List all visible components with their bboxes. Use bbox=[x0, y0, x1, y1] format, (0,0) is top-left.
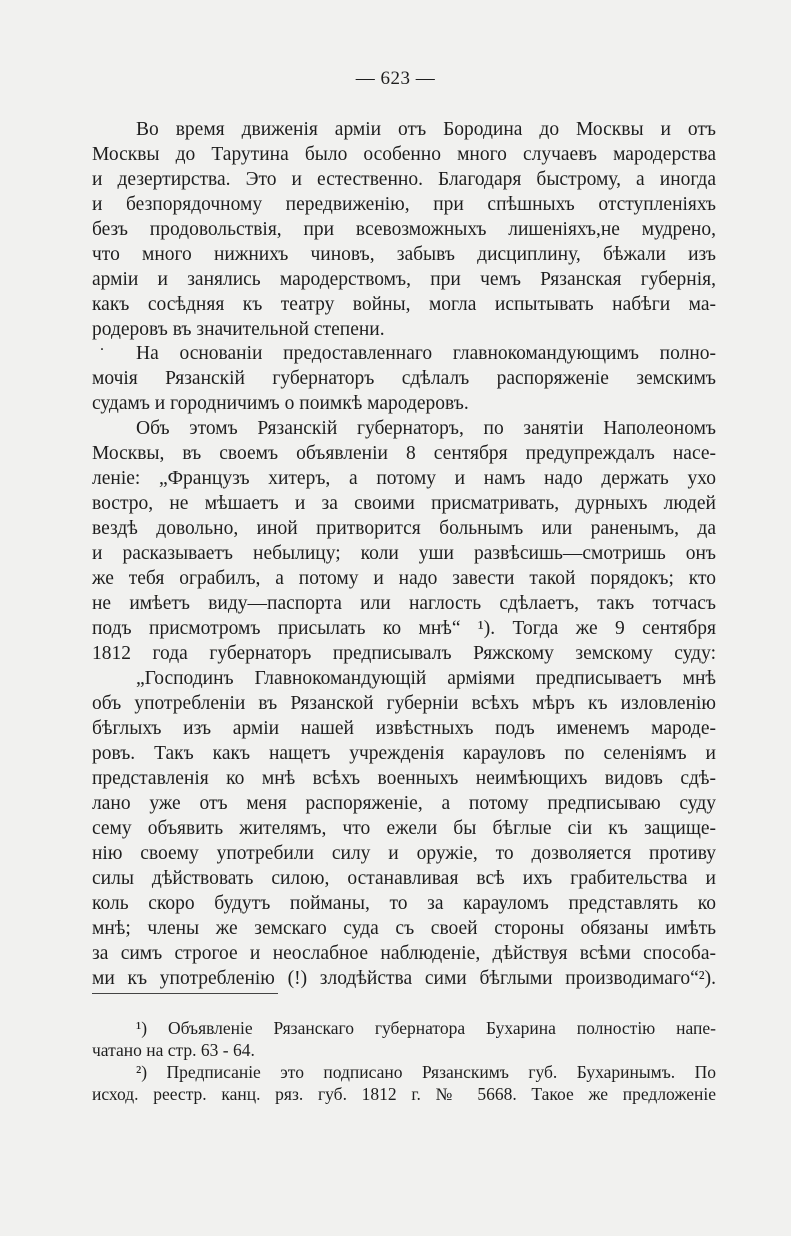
footnote-line: ²) Предписаніе это подписано Рязанскимъ губ. Бухаринымъ. По bbox=[136, 1062, 716, 1082]
text-line: коль скоро будутъ пойманы, то за карауломъ представлять ко bbox=[92, 893, 716, 914]
text-line: Москвы, въ своемъ объявленіи 8 сентября предупреждалъ насе- bbox=[92, 443, 716, 464]
text-line: арміи и занялись мародерствомъ, при чемъ Рязанская губернія, bbox=[92, 269, 716, 290]
text-line: представленія ко мнѣ всѣхъ военныхъ неимѣющихъ видовъ сдѣ- bbox=[92, 768, 716, 789]
margin-dot: . bbox=[100, 337, 104, 354]
text-line: мочія Рязанскій губернаторъ сдѣлалъ распоряженіе земскимъ bbox=[92, 368, 716, 389]
text-line: что много нижнихъ чиновъ, забывъ дисциплину, бѣжали изъ bbox=[92, 244, 716, 265]
text-line: вездѣ довольно, иной притворится больнымъ или раненымъ, да bbox=[92, 518, 716, 539]
text-line: родеровъ въ значительной степени. bbox=[92, 319, 385, 340]
text-line: подъ присмотромъ присылать ко мнѣ“ ¹). Тогда же 9 сентября bbox=[92, 618, 716, 639]
footnote-rule bbox=[92, 993, 278, 994]
footnote-line: чатано на стр. 63 - 64. bbox=[92, 1040, 255, 1060]
text-line: ровъ. Такъ какъ нащетъ учрежденія карауловъ по селеніямъ и bbox=[92, 743, 716, 764]
text-line: сему объявить жителямъ, что ежели бы бѣглые сіи къ защище- bbox=[92, 818, 716, 839]
text-line: и безпорядочному передвиженію, при спѣшныхъ отступленіяхъ bbox=[92, 194, 716, 215]
footnote-line: исход. реестр. канц. ряз. губ. 1812 г. № 5668. Такое же предложеніе bbox=[92, 1084, 716, 1104]
text-line: и дезертирства. Это и естественно. Благодаря быстрому, а иногда bbox=[92, 169, 716, 190]
text-line: Во время движенія арміи отъ Бородина до Москвы и отъ bbox=[136, 119, 716, 140]
text-line: безъ продовольствія, при всевозможныхъ лишеніяхъ,не мудрено, bbox=[92, 219, 716, 240]
text-line: объ употребленіи въ Рязанской губерніи всѣхъ мѣръ къ изловленію bbox=[92, 693, 716, 714]
text-line: и расказываетъ небылицу; коли уши развѣсишь—смотришь онъ bbox=[92, 543, 716, 564]
text-line: силы дѣйствовать силою, останавливая всѣ ихъ грабительства и bbox=[92, 868, 716, 889]
text-line: Объ этомъ Рязанскій губернаторъ, по занятіи Наполеономъ bbox=[136, 418, 716, 439]
text-line: бѣглыхъ изъ арміи нашей извѣстныхъ подъ именемъ мароде- bbox=[92, 718, 716, 739]
text-line: леніе: „Французъ хитеръ, а потому и намъ надо держать ухо bbox=[92, 468, 716, 489]
text-line: мнѣ; члены же земскаго суда съ своей стороны обязаны имѣть bbox=[92, 918, 716, 939]
text-line: нію своему употребили силу и оружіе, то дозволяется противу bbox=[92, 843, 716, 864]
text-line: за симъ строгое и неослабное наблюденіе, дѣйствуя всѣми способа- bbox=[92, 943, 716, 964]
text-line: Москвы до Тарутина было особенно много случаевъ мародерства bbox=[92, 144, 716, 165]
text-line: „Господинъ Главнокомандующій арміями предписываетъ мнѣ bbox=[136, 668, 716, 689]
text-line: На основаніи предоставленнаго главнокомандующимъ полно- bbox=[136, 343, 716, 364]
text-line: не имѣетъ виду—паспорта или наглость сдѣлаетъ, такъ тотчасъ bbox=[92, 593, 716, 614]
text-line: судамъ и городничимъ о поимкѣ мародеровъ. bbox=[92, 393, 469, 414]
text-line: же тебя ограбилъ, а потому и надо завести такой порядокъ; кто bbox=[92, 568, 716, 589]
page-number: — 623 — bbox=[355, 68, 436, 89]
text-line: востро, не мѣшаетъ и за своими присматривать, дурныхъ людей bbox=[92, 493, 716, 514]
text-line: лано уже отъ меня распоряженіе, а потому предписываю суду bbox=[92, 793, 716, 814]
text-line: 1812 года губернаторъ предписывалъ Ряжскому земскому суду: bbox=[92, 643, 716, 664]
footnote-line: ¹) Объявленіе Рязанскаго губернатора Бухарина полностію напе- bbox=[136, 1018, 716, 1038]
text-line: какъ сосѣдняя къ театру войны, могла испытывать набѣги ма- bbox=[92, 294, 716, 315]
text-line: ми къ употребленію (!) злодѣйства сими бѣглыми производимаго“²). bbox=[92, 968, 716, 989]
